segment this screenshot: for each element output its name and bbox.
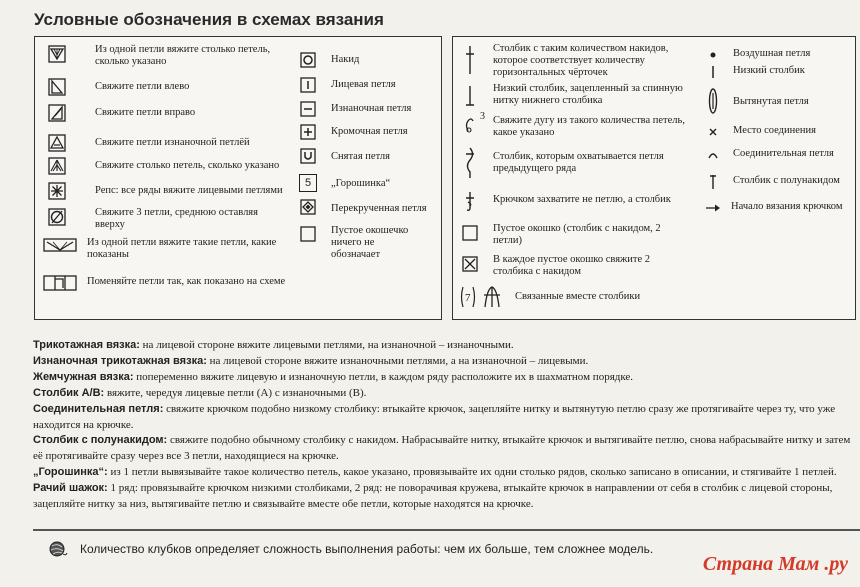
legend-item: Низкий столбик — [705, 65, 850, 79]
decrease-left-icon — [47, 77, 67, 97]
empty-square-icon — [299, 225, 317, 243]
description-item: Изнаночная трикотажная вязка: на лицевой стороне вяжите изнаночными петлями, а на изнаночной – лицевыми. — [33, 354, 589, 367]
diamond-icon — [299, 198, 317, 216]
legend-item: Крючком захватите не петлю, а столбик — [459, 189, 709, 213]
legend-item: Столбик с таким количеством накидов, которое соответствует количеству горизонтальных чёрточек — [459, 43, 704, 79]
divider — [33, 529, 860, 531]
legend-item: Соединительная петля — [705, 148, 850, 162]
arrow-right-icon — [703, 201, 723, 215]
legend-item: Начало вязания крючком — [703, 201, 853, 215]
arc-icon: 3 — [459, 115, 481, 135]
page-title: Условные обозначения в схемах вязания — [34, 10, 384, 29]
plus-icon — [299, 123, 317, 141]
hook-stitch-icon — [459, 189, 481, 213]
t-line-icon — [705, 173, 721, 191]
watermark: Страна Мам .ру — [702, 553, 848, 575]
decrease-purl-icon — [47, 133, 67, 153]
dot-icon — [705, 48, 721, 62]
legend-item: Свяжите петли изнаночной петлёй — [47, 133, 307, 153]
legend-item: Место соединения — [705, 125, 850, 139]
legend-item: Кромочная петля — [299, 123, 429, 141]
x-mark-icon — [705, 125, 721, 139]
short-line-icon — [705, 65, 721, 79]
crochet-symbols-box — [452, 36, 856, 320]
legend-item: Снятая петля — [299, 147, 429, 165]
description-item: Столбик с полунакидом: свяжите подобно обычному столбику с накидом. Набрасывайте нитку, втыкайте крючок и вытягивайте петлю, снова набрасывайте нитку и затем её протягивайте сразу через все 3 петли, находящиеся на крючке. — [33, 434, 851, 463]
legend-item: 7 Связанные вместе столбики — [459, 285, 709, 309]
legend-item: Столбик, которым охватывается петля предыдущего ряда — [459, 145, 704, 181]
description-item: Столбик А/В: вяжите, чередуя лицевые петли (А) с изнаночными (В). — [33, 386, 367, 399]
legend-item: Воздушная петля — [705, 48, 850, 62]
joined-stitches-icon — [459, 285, 503, 309]
legend-item: Вытянутая петля — [705, 87, 850, 115]
legend-item: Свяжите 3 петли, среднюю оставляя вверху — [47, 207, 307, 231]
knitting-symbols-box — [34, 36, 442, 320]
description-item: Рачий шажок: 1 ряд: провязывайте крючком низкими столбиками, 2 ряд: не поворачивая кружева, втыкайте крючок в направлении от себя в столбик с лицевой стороны, зацепляйте нитку за низ, вытягивайте петлю и связывайте вместе обе петли, которые находятся на крючке. — [33, 482, 833, 511]
description-item: Жемчужная вязка: попеременно вяжите лицевую и изнаночную петли, в каждом ряду расположите их в шахматном порядке. — [33, 370, 634, 383]
legend-item: Репс: все ряды вяжите лицевыми петлями — [47, 181, 327, 201]
legend-item: В каждое пустое окошко свяжите 2 столбика с накидом — [459, 254, 704, 278]
circle-in-square-icon — [299, 51, 317, 69]
wide-increase-icon — [43, 237, 77, 257]
arch-icon — [705, 148, 721, 162]
legend-item: Низкий столбик, зацепленный за спинную нитку нижнего столбика — [459, 83, 704, 109]
legend-item: Пустое окошечко ничего не обозначает — [299, 225, 429, 261]
description-item: „Горошинка“: из 1 петли вывязывайте такое количество петель, какое указано, провязывайте их одни столько рядов, сколько записано в описании, и стягивайте 1 петлей. — [33, 466, 837, 479]
svg-text:7: 7 — [465, 292, 471, 304]
legend-item: Пустое окошко (столбик с накидом, 2 петли) — [459, 223, 704, 247]
half-cross-icon — [459, 83, 481, 109]
tall-cross-icon — [459, 43, 481, 77]
description-item: Соединительная петля: свяжите крючком подобно низкому столбику: втыкайте крючок, зацепляйте нитку и вытянутую петлю сразу же протягивайте через ту, что уже находится на крючке. — [33, 402, 836, 431]
bottom-note: Количество клубков определяет сложность выполнения работы: чем их больше, тем сложнее модель. — [80, 542, 654, 556]
legend-item: Свяжите петли влево — [47, 77, 307, 97]
stitch-descriptions — [33, 338, 853, 513]
elongated-loop-icon — [705, 87, 721, 115]
legend-item: 3 Свяжите дугу из такого количества петель, какое указано — [459, 115, 704, 139]
legend-item: Свяжите петли вправо — [47, 103, 307, 123]
slashed-circle-icon — [47, 207, 67, 227]
number-5-icon: 5 — [299, 174, 317, 192]
increase-triangle-icon — [47, 44, 67, 64]
legend-item: Из одной петли вяжите такие петли, какие показаны — [43, 237, 323, 261]
asterisk-icon — [47, 181, 67, 201]
legend-item: Перекрученная петля — [299, 198, 439, 216]
legend-item: Накид — [299, 51, 429, 69]
legend-item: Из одной петли вяжите столько петель, сколько указано — [47, 44, 307, 68]
legend-item: Свяжите столько петель, сколько указано — [47, 156, 307, 176]
legend-item: Поменяйте петли так, как показано на схеме — [43, 273, 333, 293]
yarn-ball-icon — [48, 540, 68, 563]
horizontal-line-icon — [299, 100, 317, 118]
crossed-square-icon — [459, 254, 481, 274]
vertical-line-icon — [299, 76, 317, 94]
decrease-right-icon — [47, 103, 67, 123]
legend-item: 5 „Горошинка“ — [299, 174, 429, 192]
legend-item: Столбик с полунакидом — [705, 173, 850, 191]
empty-square-icon — [459, 223, 481, 243]
legend-item: Изнаночная петля — [299, 100, 429, 118]
cross-stitch-icon — [43, 273, 77, 293]
wrapped-stitch-icon — [459, 145, 481, 181]
legend-item: Лицевая петля — [299, 76, 429, 94]
u-shape-icon — [299, 147, 317, 165]
description-item: Трикотажная вязка: на лицевой стороне вяжите лицевыми петлями, на изнаночной – изнаночными. — [33, 339, 514, 351]
multi-decrease-icon — [47, 156, 67, 176]
